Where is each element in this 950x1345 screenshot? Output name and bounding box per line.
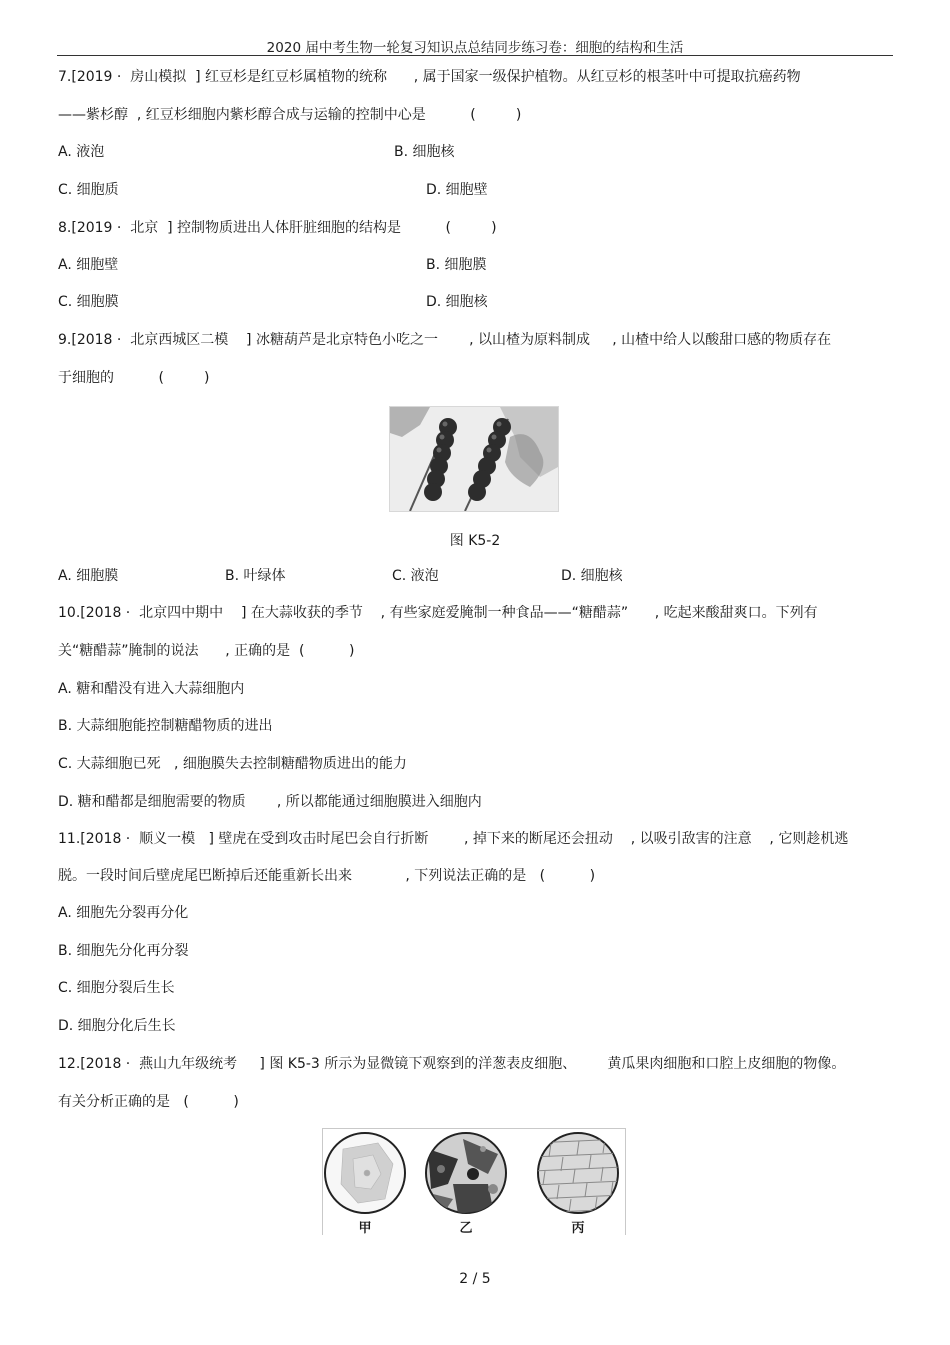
figure-k5-3-microscope-views — [322, 1128, 626, 1235]
question-8-option-b: B. 细胞膜 — [426, 257, 487, 273]
figure-label-jia: 甲 — [358, 1221, 372, 1236]
question-11-stem-line1: 11.[2018 · 顺义一模 ] 壁虎在受到攻击时尾巴会自行折断 , 掉下来的断尾还会扭动 , 以吸引敌害的注意 , 它则趁机逃 — [58, 831, 849, 847]
question-7-option-b: B. 细胞核 — [394, 144, 455, 160]
question-12-stem-line1: 12.[2018 · 燕山九年级统考 ] 图 K5-3 所示为显微镜下观察到的洋葱表皮细胞、 黄瓜果肉细胞和口腔上皮细胞的物像。 — [58, 1056, 846, 1072]
question-7-option-a: A. 液泡 — [58, 144, 105, 160]
question-11-stem-line2: 脱。一段时间后壁虎尾巴断掉后还能重新长出来 , 下列说法正确的是 ( ) — [58, 868, 596, 884]
question-8-stem: 8.[2019 · 北京 ] 控制物质进出人体肝脏细胞的结构是 ( ) — [58, 220, 497, 236]
question-10-option-a: A. 糖和醋没有进入大蒜细胞内 — [58, 681, 245, 697]
view-yi-cucumber-cells — [426, 1133, 506, 1214]
page-header-title: 2020 届中考生物一轮复习知识点总结同步练习卷：细胞的结构和生活 — [266, 40, 684, 56]
question-10-stem-line2: 关“糖醋蒜”腌制的说法 , 正确的是 ( ) — [58, 643, 355, 659]
question-9-option-d: D. 细胞核 — [561, 568, 623, 584]
question-8-option-d: D. 细胞核 — [426, 294, 488, 310]
figure-k5-2-tanghulu-photo — [389, 406, 559, 512]
question-7-option-d: D. 细胞壁 — [426, 182, 488, 198]
figure-k5-2-caption: 图 K5-2 — [449, 533, 501, 549]
question-10-option-c: C. 大蒜细胞已死 , 细胞膜失去控制糖醋物质进出的能力 — [58, 756, 407, 772]
question-7-stem-line2: ——紫杉醇 , 红豆杉细胞内紫杉醇合成与运输的控制中心是 ( ) — [58, 107, 522, 123]
microscope-circles — [323, 1129, 625, 1217]
question-9-stem-line1: 9.[2018 · 北京西城区二模 ] 冰糖葫芦是北京特色小吃之一 , 以山楂为原料制成 , 山楂中给人以酸甜口感的物质存在 — [58, 332, 832, 348]
header-divider — [57, 55, 893, 56]
question-8-option-c: C. 细胞膜 — [58, 294, 119, 310]
question-7-stem-line1: 7.[2019 · 房山模拟 ] 红豆杉是红豆杉属植物的统称 , 属于国家一级保护植物。从红豆杉的根茎叶中可提取抗癌药物 — [58, 69, 801, 85]
view-jia-cheek-cells — [325, 1133, 405, 1213]
question-7-option-c: C. 细胞质 — [58, 182, 119, 198]
question-12-stem-line2: 有关分析正确的是 ( ) — [58, 1094, 239, 1110]
tanghulu-illustration — [390, 407, 558, 511]
view-bing-onion-cells — [533, 1133, 623, 1213]
question-10-stem-line1: 10.[2018 · 北京四中期中 ] 在大蒜收获的季节 , 有些家庭爱腌制一种食品——“糖醋蒜” , 吃起来酸甜爽口。下列有 — [58, 605, 818, 621]
question-10-option-d: D. 糖和醋都是细胞需要的物质 , 所以都能通过细胞膜进入细胞内 — [58, 794, 482, 810]
question-8-option-a: A. 细胞壁 — [58, 257, 119, 273]
figure-label-bing: 丙 — [571, 1221, 585, 1236]
question-9-option-b: B. 叶绿体 — [225, 568, 286, 584]
question-11-option-c: C. 细胞分裂后生长 — [58, 980, 175, 996]
question-9-stem-line2: 于细胞的 ( ) — [58, 370, 210, 386]
figure-label-yi: 乙 — [459, 1221, 473, 1236]
question-11-option-b: B. 细胞先分化再分裂 — [58, 943, 189, 959]
page-number: 2 / 5 — [459, 1271, 491, 1287]
question-9-option-a: A. 细胞膜 — [58, 568, 119, 584]
question-11-option-d: D. 细胞分化后生长 — [58, 1018, 176, 1034]
question-10-option-b: B. 大蒜细胞能控制糖醋物质的进出 — [58, 718, 273, 734]
question-11-option-a: A. 细胞先分裂再分化 — [58, 905, 189, 921]
question-9-option-c: C. 液泡 — [392, 568, 439, 584]
